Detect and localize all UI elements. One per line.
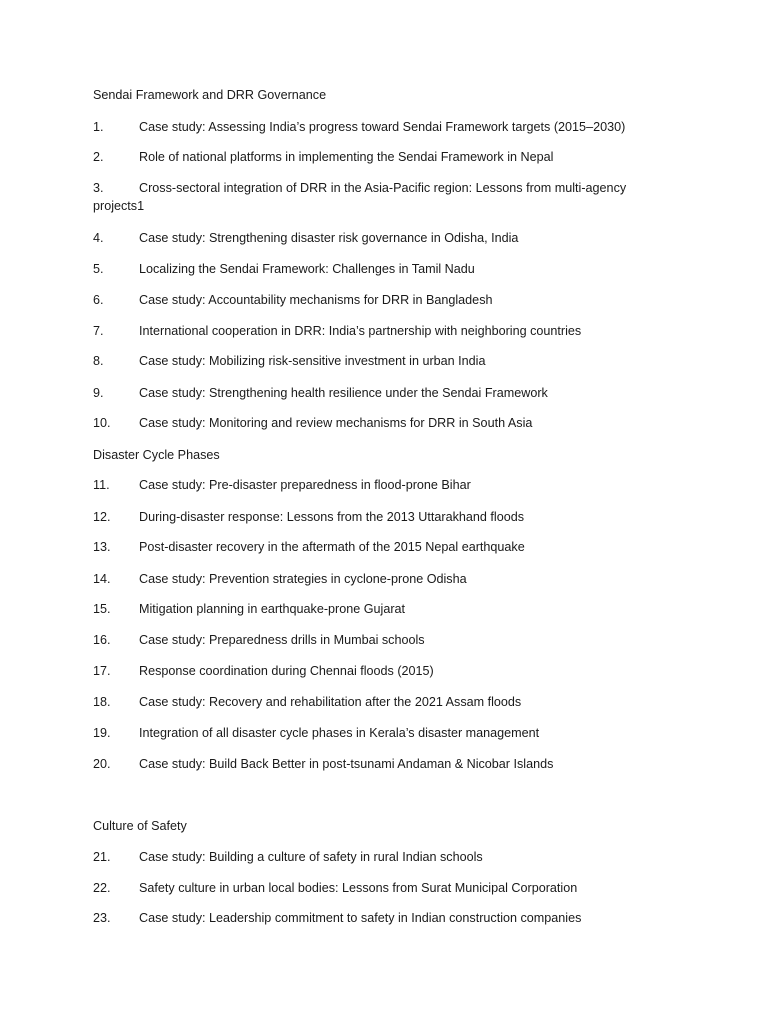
- item-text: Case study: Preparedness drills in Mumbai schools: [139, 633, 425, 647]
- list-item: [93, 322, 653, 340]
- item-number: 8.: [93, 354, 104, 368]
- list-item: [93, 179, 653, 197]
- list-item: [93, 148, 653, 166]
- item-number: 19.: [93, 726, 111, 740]
- list-item: [93, 724, 653, 742]
- list-item: [93, 118, 653, 136]
- item-text: Case study: Leadership commitment to safety in Indian construction companies: [139, 911, 582, 925]
- item-text: Integration of all disaster cycle phases in Kerala’s disaster management: [139, 726, 540, 740]
- item-number: 4.: [93, 231, 104, 245]
- list-item: [93, 414, 653, 432]
- item-number: 1.: [93, 120, 104, 134]
- list-item: [93, 352, 653, 370]
- item-number: 22.: [93, 881, 111, 895]
- item-number: 10.: [93, 416, 111, 430]
- item-text: Post-disaster recovery in the aftermath of the 2015 Nepal earthquake: [139, 540, 525, 554]
- item-number: 18.: [93, 695, 111, 709]
- item-text: Case study: Monitoring and review mechanisms for DRR in South Asia: [139, 416, 533, 430]
- item-number: 3.: [93, 181, 104, 195]
- item-text: Case study: Building a culture of safety in rural Indian schools: [139, 850, 483, 864]
- item-number: 5.: [93, 262, 104, 276]
- list-item: [93, 755, 653, 773]
- list-item: [93, 848, 653, 866]
- list-item: [93, 508, 653, 526]
- item-text: Case study: Assessing India’s progress toward Sendai Framework targets (2015–2030): [139, 120, 626, 134]
- item-number: 12.: [93, 510, 111, 524]
- item-number: 2.: [93, 150, 104, 164]
- list-item: [93, 229, 653, 247]
- section-heading: Disaster Cycle Phases: [93, 448, 220, 462]
- item-text: Safety culture in urban local bodies: Lessons from Surat Municipal Corporation: [139, 881, 578, 895]
- item-number: 9.: [93, 386, 104, 400]
- item-text: Case study: Recovery and rehabilitation after the 2021 Assam floods: [139, 695, 522, 709]
- item-number: 7.: [93, 324, 104, 338]
- item-text: Case study: Strengthening disaster risk governance in Odisha, India: [139, 231, 519, 245]
- section-heading: Sendai Framework and DRR Governance: [93, 88, 327, 102]
- item-number: 11.: [93, 478, 110, 492]
- item-text: Case study: Prevention strategies in cyclone-prone Odisha: [139, 572, 467, 586]
- item-number: 23.: [93, 911, 111, 925]
- item-text: Role of national platforms in implementing the Sendai Framework in Nepal: [139, 150, 554, 164]
- item-number: 21.: [93, 850, 111, 864]
- item-text: Case study: Accountability mechanisms for DRR in Bangladesh: [139, 293, 493, 307]
- item-text: Cross-sectoral integration of DRR in the Asia-Pacific region: Lessons from multi-agency: [139, 181, 627, 195]
- item-text: International cooperation in DRR: India’s partnership with neighboring countries: [139, 324, 582, 338]
- list-item: [93, 384, 653, 402]
- item-text: Case study: Strengthening health resilience under the Sendai Framework: [139, 386, 548, 400]
- item-number: 14.: [93, 572, 111, 586]
- list-item: [93, 291, 653, 309]
- list-item: [93, 570, 653, 588]
- item-number: 15.: [93, 602, 111, 616]
- list-item: [93, 879, 653, 897]
- item-number: 13.: [93, 540, 111, 554]
- item-text: Case study: Pre-disaster preparedness in flood-prone Bihar: [139, 478, 471, 492]
- item-number: 17.: [93, 664, 111, 678]
- item-number: 20.: [93, 757, 111, 771]
- item-text: Localizing the Sendai Framework: Challenges in Tamil Nadu: [139, 262, 475, 276]
- item-text: Case study: Build Back Better in post-tsunami Andaman & Nicobar Islands: [139, 757, 554, 771]
- item-number: 16.: [93, 633, 111, 647]
- list-item: [93, 538, 653, 556]
- section-heading: Culture of Safety: [93, 819, 187, 833]
- item-text: During-disaster response: Lessons from the 2013 Uttarakhand floods: [139, 510, 525, 524]
- list-item: [93, 476, 653, 494]
- list-item: [93, 631, 653, 649]
- list-item: [93, 600, 653, 618]
- list-item-continuation: projects1: [93, 199, 145, 213]
- list-item: [93, 662, 653, 680]
- item-text: Response coordination during Chennai floods (2015): [139, 664, 434, 678]
- list-item: [93, 693, 653, 711]
- item-text: Case study: Mobilizing risk-sensitive investment in urban India: [139, 354, 486, 368]
- list-item: [93, 260, 653, 278]
- list-item: [93, 909, 653, 927]
- item-number: 6.: [93, 293, 104, 307]
- item-text: Mitigation planning in earthquake-prone Gujarat: [139, 602, 406, 616]
